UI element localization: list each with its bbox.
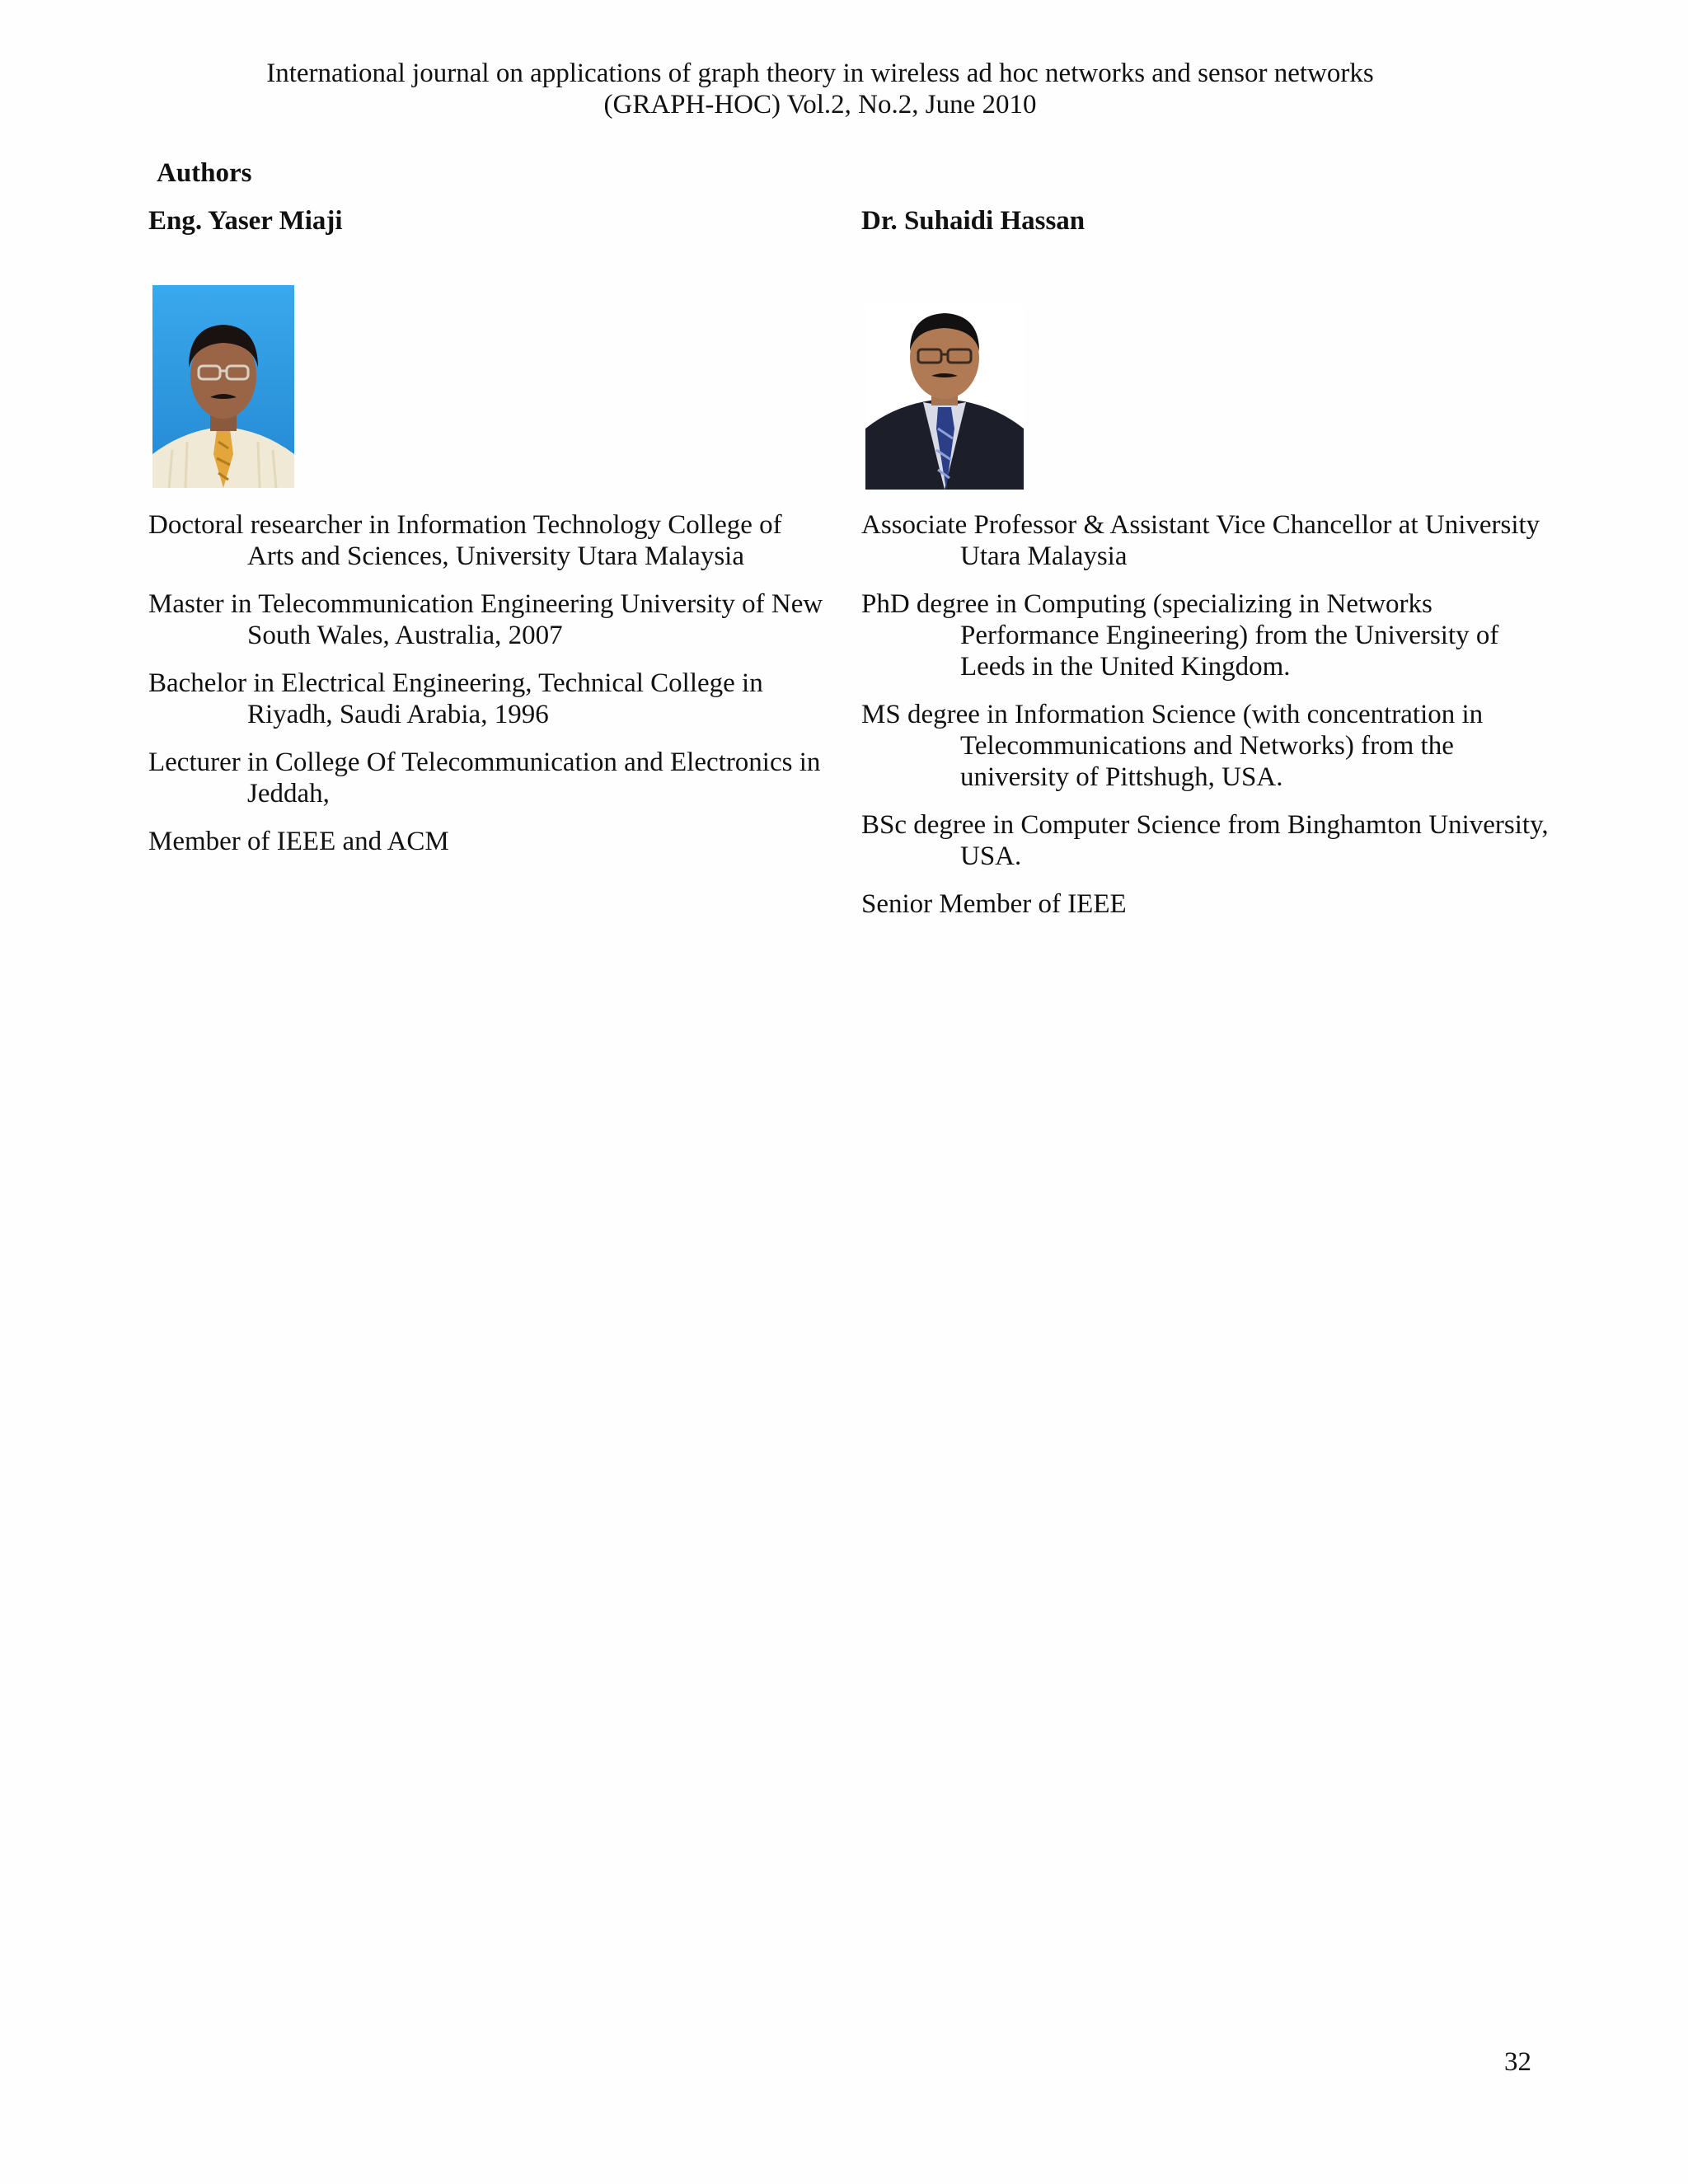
author-bio-list [861,509,1562,920]
journal-header-line-1: International journal on applications of graph theory in wireless ad hoc networks and sensor networks [266,59,1374,88]
page-number: 32 [1504,2047,1531,2077]
bio-item: PhD degree in Computing (specializing in Networks Performance Engineering) from the University of Leeds in the United Kingdom. [861,589,1499,682]
author-photo-area [148,237,824,476]
section-heading-authors: Authors [157,158,252,188]
bio-item: Member of IEEE and ACM [148,827,449,856]
author-column-2 [861,204,1562,936]
bio-item: Doctoral researcher in Information Technology College of Arts and Sciences, University Utara Malaysia [148,510,782,571]
author-column-1 [148,204,824,874]
bio-item: Master in Telecommunication Engineering University of New South Wales, Australia, 2007 [148,589,823,650]
bio-item: Associate Professor & Assistant Vice Chancellor at University Utara Malaysia [861,510,1540,571]
author-photo [865,305,1024,490]
bio-item: BSc degree in Computer Science from Binghamton University, USA. [861,810,1549,871]
bio-item: Senior Member of IEEE [861,889,1127,919]
author-bio-list [148,509,824,857]
author-name: Eng. Yaser Miaji [148,206,343,236]
bio-item: Lecturer in College Of Telecommunication and Electronics in Jeddah, [148,748,821,808]
bio-item: MS degree in Information Science (with concentration in Telecommunications and Networks) from the university of Pittshugh, USA. [861,700,1484,792]
author-photo [152,285,294,488]
author-name: Dr. Suhaidi Hassan [861,206,1085,236]
author-photo-area [861,237,1562,476]
bio-item: Bachelor in Electrical Engineering, Technical College in Riyadh, Saudi Arabia, 1996 [148,668,763,729]
journal-header [0,58,1640,120]
journal-header-line-2: (GRAPH-HOC) Vol.2, No.2, June 2010 [603,90,1037,120]
